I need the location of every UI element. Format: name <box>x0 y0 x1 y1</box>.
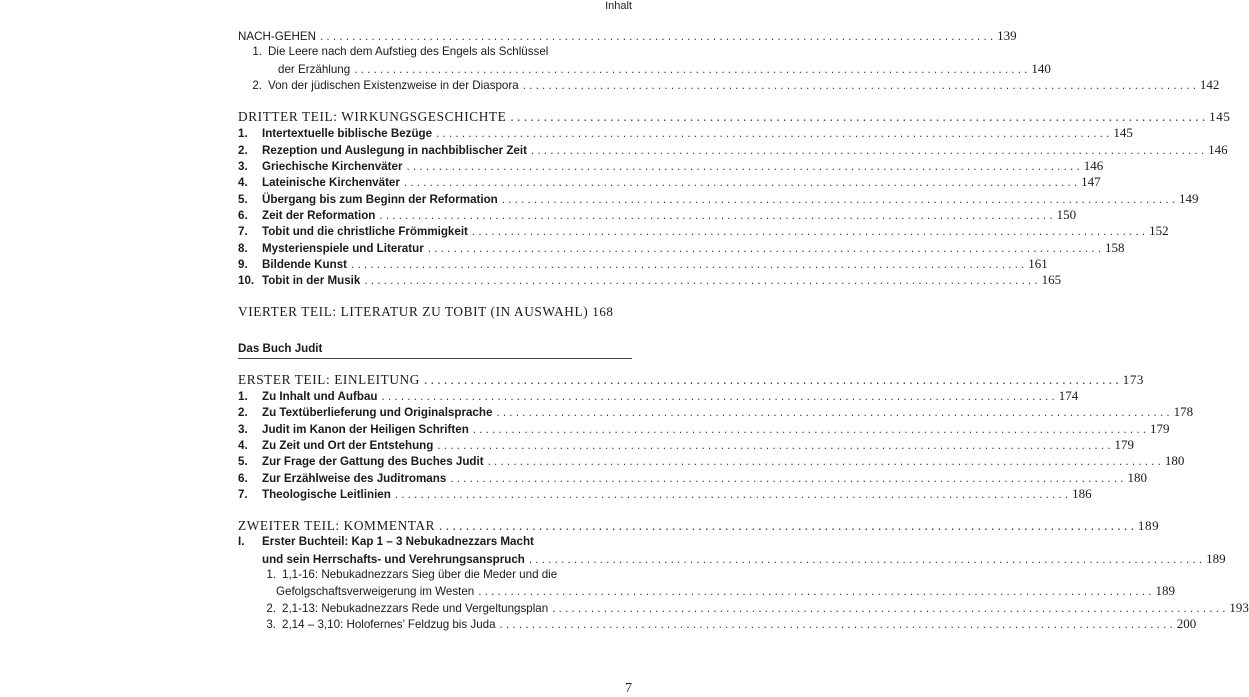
page-ref: 145 <box>1113 125 1133 141</box>
page-ref: 150 <box>1056 206 1077 222</box>
toc-entry <box>238 158 1104 174</box>
leader-dots <box>436 126 1109 142</box>
toc-entry <box>238 76 1220 93</box>
part-title: VIERTER TEIL: LITERATUR ZU TOBIT (IN AUSWAHL) <box>238 304 589 320</box>
entry-number: 1. <box>238 390 248 404</box>
entry-title: Judit im Kanon der Heiligen Schriften <box>262 422 469 436</box>
toc-entry <box>238 469 1147 486</box>
entry-number: 1. <box>238 127 248 141</box>
toc-entry <box>238 28 1017 44</box>
toc-entry <box>238 44 632 60</box>
part-title: ZWEITER TEIL: KOMMENTAR <box>238 518 436 534</box>
toc-entry <box>238 420 1170 437</box>
entry-title: 1,1-16: Nebukadnezzars Sieg über die Meder und die <box>282 568 558 582</box>
entry-number: 6. <box>238 471 248 485</box>
entry-title: Zur Frage der Gattung des Buches Judit <box>262 455 484 469</box>
leader-dots <box>531 143 1204 159</box>
leader-dots <box>351 257 1024 273</box>
leader-dots <box>437 438 1110 454</box>
entry-number: 4. <box>238 438 248 452</box>
leader-dots <box>500 617 1173 633</box>
part-heading <box>238 109 1231 125</box>
leader-dots <box>523 78 1196 94</box>
entry-title: Bildende Kunst <box>262 257 348 271</box>
leader-dots <box>424 372 1119 388</box>
page-ref: 173 <box>1122 371 1145 387</box>
page-ref: 139 <box>997 28 1017 43</box>
entry-title: Tobit in der Musik <box>262 274 361 288</box>
page-ref: 189 <box>1155 583 1175 599</box>
leader-dots <box>382 389 1055 405</box>
leader-dots <box>395 487 1068 503</box>
toc-entry <box>238 388 1079 404</box>
leader-dots <box>450 471 1123 487</box>
entry-title: Mysterienspiele und Literatur <box>262 241 424 255</box>
page-ref: 174 <box>1058 388 1079 404</box>
toc-entry <box>238 174 1101 190</box>
entry-title: Lateinische Kirchenväter <box>262 176 400 190</box>
entry-title: Tobit und die christliche Frömmigkeit <box>262 225 468 239</box>
leader-dots <box>478 584 1151 600</box>
toc-entry <box>238 206 1077 223</box>
entry-title: Gefolgschaftsverweigerung im Westen <box>276 585 475 599</box>
leader-dots <box>552 601 1225 617</box>
entry-number: 3. <box>238 422 248 436</box>
toc-entry <box>238 404 1194 420</box>
part-heading <box>238 371 1145 388</box>
page-ref: 168 <box>592 304 614 320</box>
page-ref: 146 <box>1083 158 1104 174</box>
toc-entry <box>238 60 1051 77</box>
part-title: DRITTER TEIL: WIRKUNGSGESCHICHTE <box>238 109 507 125</box>
toc-entry <box>238 239 1125 256</box>
entry-title: Rezeption und Auslegung in nachbiblischer Zeit <box>262 143 527 157</box>
entry-title: Theologische Leitlinien <box>262 487 391 501</box>
page-ref: 165 <box>1041 272 1062 288</box>
toc-entry <box>238 615 1197 632</box>
entry-number: I. <box>238 535 245 549</box>
entry-title: Zu Zeit und Ort der Entstehung <box>262 438 434 452</box>
table-of-contents <box>238 28 1249 632</box>
entry-number: 6. <box>238 208 248 222</box>
entry-title: Zu Inhalt und Aufbau <box>262 390 378 404</box>
toc-entry <box>238 436 1135 453</box>
page-ref: 142 <box>1199 76 1220 92</box>
entry-number: 7. <box>238 225 248 239</box>
entry-title: Intertextuelle biblische Bezüge <box>262 127 433 141</box>
page-ref: 161 <box>1028 255 1048 271</box>
entry-number: 9. <box>238 257 248 271</box>
book-section-title: Das Buch Judit <box>238 339 632 359</box>
leader-dots <box>473 422 1146 438</box>
entry-title: Griechische Kirchenväter <box>262 160 403 174</box>
entry-title: Von der jüdischen Existenzweise in der Diaspora <box>268 78 519 92</box>
leader-dots <box>502 192 1175 208</box>
page-ref: 149 <box>1178 190 1199 206</box>
toc-entry <box>238 125 1133 141</box>
leader-dots <box>364 273 1037 289</box>
entry-title: Zu Textüberlieferung und Originalsprache <box>262 406 493 420</box>
entry-number: 3. <box>266 617 276 631</box>
part-title: ERSTER TEIL: EINLEITUNG <box>238 371 420 387</box>
entry-number: 10. <box>238 274 255 288</box>
entry-number: 2. <box>252 78 262 92</box>
page-ref: 200 <box>1176 615 1197 631</box>
page-ref: 146 <box>1208 141 1228 157</box>
leader-dots <box>510 109 1205 125</box>
toc-entry <box>238 453 1185 469</box>
entry-number: 1. <box>266 568 276 582</box>
page-ref: 178 <box>1173 404 1194 420</box>
leader-dots <box>404 175 1077 191</box>
entry-title: 2,1-13: Nebukadnezzars Rede und Vergeltungsplan <box>282 601 549 615</box>
toc-entry <box>238 255 1048 272</box>
entry-title: Die Leere nach dem Aufstieg des Engels als Schlüssel <box>268 45 549 59</box>
entry-title: Übergang bis zum Beginn der Reformation <box>262 192 498 206</box>
page-ref: 140 <box>1031 60 1051 76</box>
entry-title: 2,14 – 3,10: Holofernes’ Feldzug bis Juda <box>282 617 496 631</box>
toc-entry <box>238 223 1169 239</box>
page-number: 7 <box>625 681 632 696</box>
toc-entry <box>238 583 1175 599</box>
entry-number: 5. <box>238 455 248 469</box>
entry-number: 3. <box>238 160 248 174</box>
entry-title: NACH-GEHEN <box>238 30 316 43</box>
toc-entry <box>238 190 1199 207</box>
page-ref: 189 <box>1206 550 1226 566</box>
leader-dots <box>320 29 993 45</box>
entry-number: 7. <box>238 487 248 501</box>
toc-entry <box>238 272 1062 288</box>
page-ref: 158 <box>1104 239 1125 255</box>
page-ref: 180 <box>1164 453 1185 469</box>
toc-entry <box>238 534 632 550</box>
running-header: Inhalt <box>605 0 632 12</box>
page-ref: 145 <box>1209 109 1231 125</box>
page-ref: 152 <box>1149 223 1169 239</box>
leader-dots <box>529 552 1202 568</box>
page-ref: 193 <box>1229 599 1249 615</box>
leader-dots <box>496 405 1169 421</box>
toc-entry <box>238 599 1249 616</box>
entry-number: 8. <box>238 241 248 255</box>
leader-dots <box>439 518 1134 534</box>
leader-dots <box>488 454 1161 470</box>
toc-entry <box>238 485 1092 502</box>
entry-number: 1. <box>252 45 262 59</box>
leader-dots <box>472 224 1145 240</box>
toc-entry <box>238 141 1228 158</box>
page-ref: 179 <box>1150 420 1170 436</box>
leader-dots <box>354 62 1027 78</box>
part-heading <box>238 518 1160 534</box>
entry-title: Zeit der Reformation <box>262 208 376 222</box>
entry-number: 5. <box>238 192 248 206</box>
page-ref: 189 <box>1137 518 1160 534</box>
entry-number: 4. <box>238 176 248 190</box>
page-ref: 179 <box>1114 436 1135 452</box>
entry-title: Erster Buchteil: Kap 1 – 3 Nebukadnezzars Macht <box>262 535 534 549</box>
toc-entry <box>238 567 632 583</box>
part-heading <box>238 304 632 320</box>
leader-dots <box>406 159 1079 175</box>
page-ref: 147 <box>1081 174 1101 190</box>
entry-number: 2. <box>238 406 248 420</box>
page-ref: 186 <box>1072 485 1092 501</box>
page-ref: 180 <box>1127 469 1147 485</box>
entry-title: Zur Erzählweise des Juditromans <box>262 471 447 485</box>
entry-title: der Erzählung <box>278 62 351 76</box>
entry-title: und sein Herrschafts- und Verehrungsanspruch <box>262 552 525 566</box>
entry-number: 2. <box>266 601 276 615</box>
leader-dots <box>379 208 1052 224</box>
entry-number: 2. <box>238 143 248 157</box>
leader-dots <box>428 241 1101 257</box>
toc-entry <box>238 550 1226 567</box>
